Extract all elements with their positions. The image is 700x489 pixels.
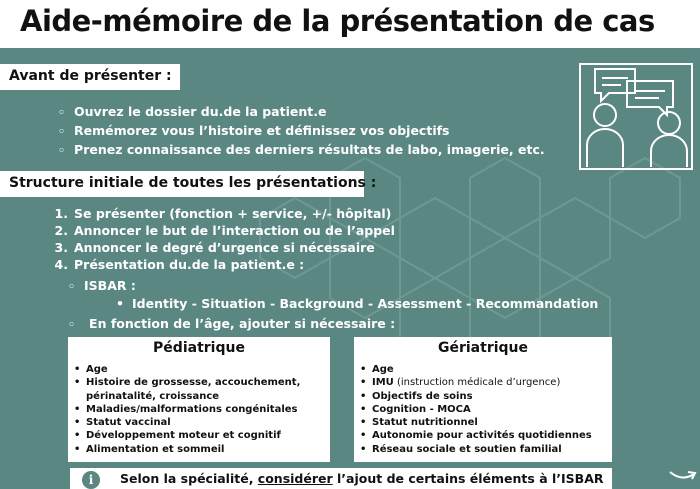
step-number: 1. [54,206,68,221]
step-item [40,257,395,274]
footer-note [70,468,612,489]
age-label: ◦ En fonction de l’âge, ajouter si nécessaire : [68,316,395,331]
conversation-icon [581,65,691,168]
pediatrique-title: Pédiatrique [153,340,245,356]
list-item [360,363,612,376]
list-item [360,403,612,416]
geriatrique-list [354,360,612,456]
steps-list [40,206,395,274]
item-note: (instruction médicale d’urgence) [393,377,561,389]
list-item [360,376,612,389]
list-item: ◦ Ouvrez le dossier du.de la patient.e [58,104,545,123]
arrow-icon[interactable] [668,466,698,486]
conversation-icon-box [579,63,693,170]
list-item: ◦ Remémorez vous l’histoire et définissez vos objectifs [58,123,545,142]
list-item: • Histoire de grossesse, accouchement, périnatalité, croissance [74,376,330,403]
list-item [360,443,612,456]
list-item: • Alimentation et sommeil [74,443,330,456]
item-bold: Cognition - MOCA [372,403,471,415]
footer-before: Selon la spécialité, [120,471,258,486]
list-item: • Développement moteur et cognitif [74,429,330,442]
step-number: 3. [54,240,68,255]
item-bold: Autonomie pour activités quotidiennes [372,430,592,442]
list-item: • Age [74,363,330,376]
list-item: • Maladies/malformations congénitales [74,403,330,416]
page-title: Aide-mémoire de la présentation de cas [20,4,655,38]
footer-after: l’ajout de certains éléments à l’ISBAR [332,471,604,486]
footer-text [120,471,604,486]
list-item [360,390,612,403]
list-item [360,416,612,429]
pediatrique-card [68,337,330,462]
geriatrique-card [354,337,612,462]
avant-label: Avant de présenter : [0,64,180,90]
step-text: Annoncer le degré d’urgence si nécessaire [74,240,375,255]
item-bold: Objectifs de soins [372,390,473,402]
geriatrique-title: Gériatrique [437,340,528,356]
info-icon: i [82,471,100,489]
structure-label: Structure initiale de toutes les présentations : [0,171,364,197]
main-panel [0,48,700,489]
step-item [40,206,395,223]
step-number: 2. [54,223,68,238]
isbar-label: ◦ ISBAR : [68,278,136,293]
step-number: 4. [54,257,68,272]
step-item [40,240,395,257]
item-bold: Age [372,364,394,375]
list-item: • Statut vaccinal [74,416,330,429]
avant-list [58,104,545,161]
footer-underlined: considérer [257,471,333,486]
item-bold: Réseau sociale et soutien familial [372,443,562,455]
header [0,0,700,48]
isbar-items: • Identity - Situation - Background - Assessment - Recommandation [116,296,598,311]
step-item [40,223,395,240]
item-bold: Statut nutritionnel [372,417,478,429]
list-item [360,429,612,442]
step-text: Annoncer le but de l’interaction ou de l’appel [74,223,395,238]
step-text: Présentation du.de la patient.e : [74,257,305,272]
step-text: Se présenter (fonction + service, +/- hôpital) [74,206,392,221]
item-bold: IMU [372,377,394,389]
list-item: ◦ Prenez connaissance des derniers résultats de labo, imagerie, etc. [58,142,545,161]
pediatrique-list [68,360,330,456]
